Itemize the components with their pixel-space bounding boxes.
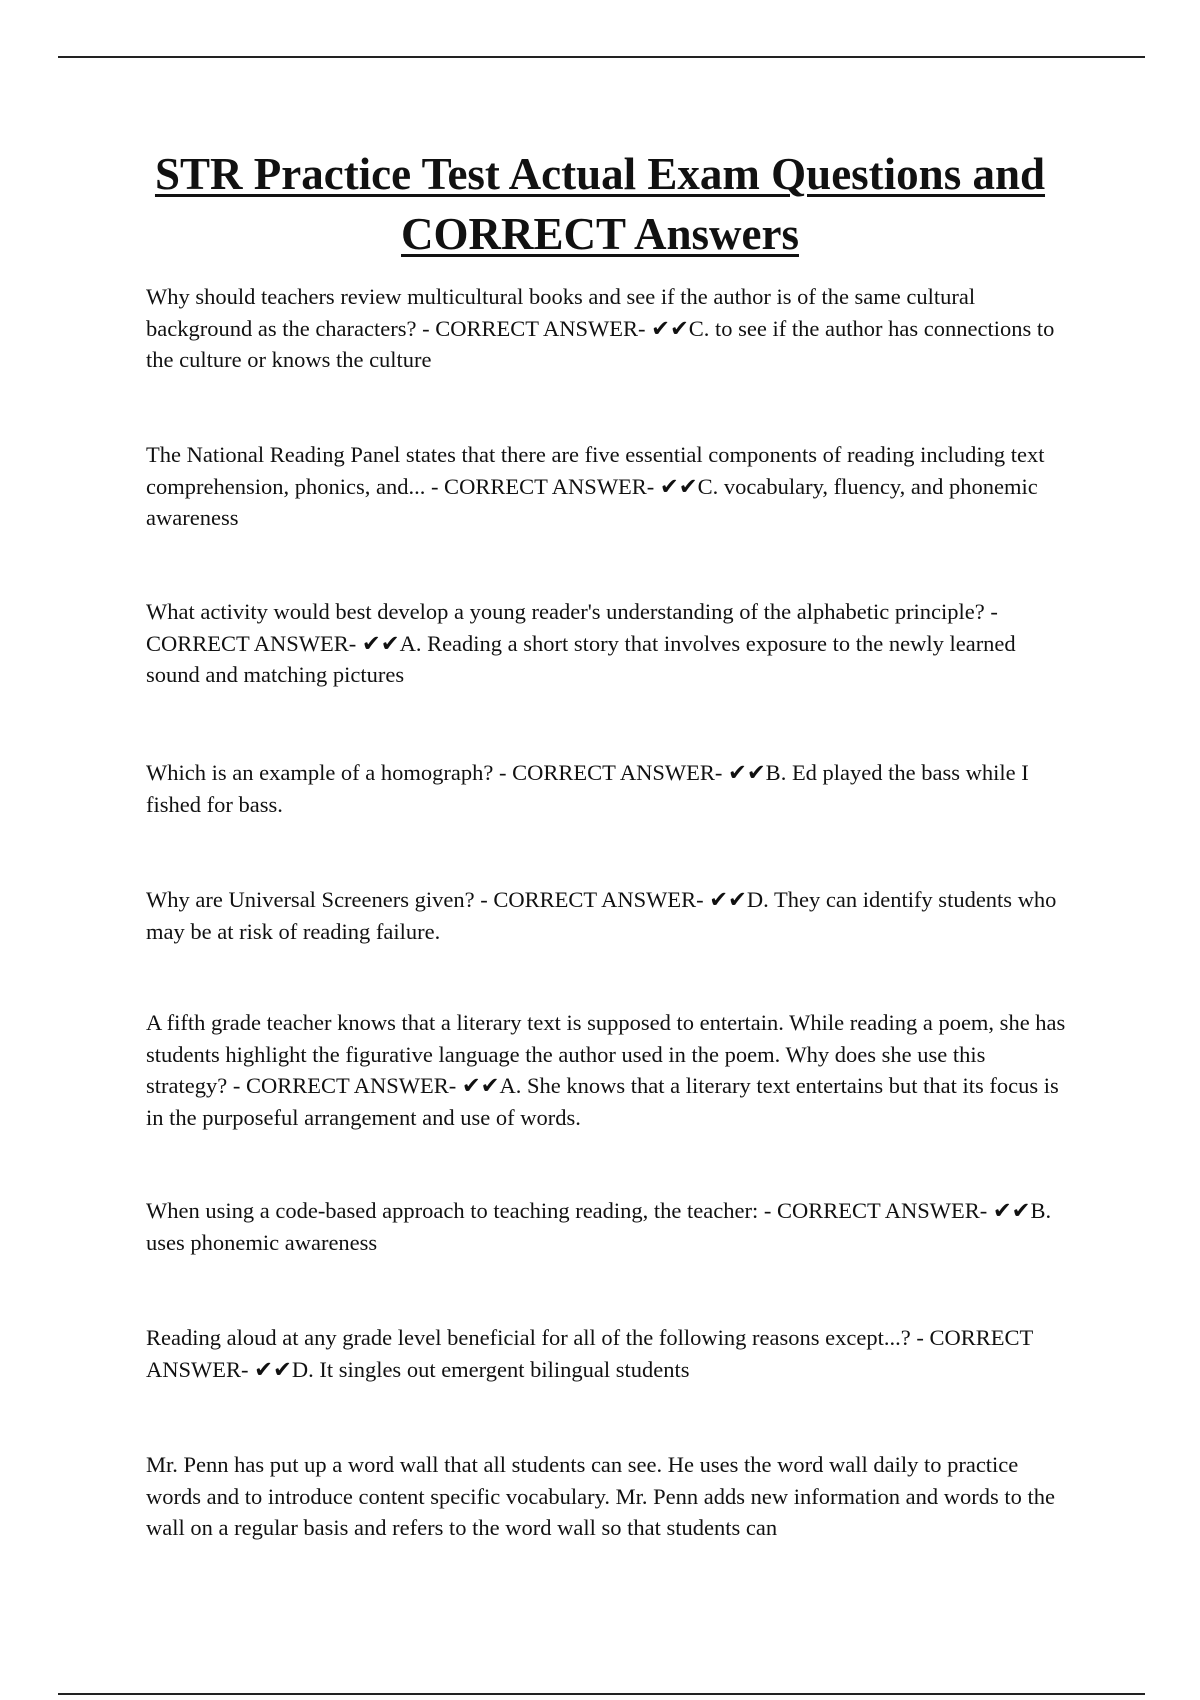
qa-item: Which is an example of a homograph? - CORRECT ANSWER- ✔✔B. Ed played the bass while I fished for bass. <box>146 760 1029 817</box>
qa-item: A fifth grade teacher knows that a literary text is supposed to entertain. While reading a poem, she has students highlight the figurative language the author used in the poem. Why does she use this strategy? - CORRECT ANSWER- ✔✔A. She knows that a literary text entertains but that its focus is in the purposeful arrangement and use of words. <box>146 1010 1066 1130</box>
qa-item: Why should teachers review multicultural books and see if the author is of the same cultural background as the characters? - CORRECT ANSWER- ✔✔C. to see if the author has connections to the culture or knows the culture <box>146 284 1055 372</box>
qa-item: Why are Universal Screeners given? - CORRECT ANSWER- ✔✔D. They can identify students who may be at risk of reading failure. <box>146 887 1057 944</box>
qa-item: Mr. Penn has put up a word wall that all students can see. He uses the word wall daily to practice words and to introduce content specific vocabulary. Mr. Penn adds new information and words to the wall on a regular basis and refers to the word wall so that students can <box>146 1452 1055 1540</box>
qa-item: Reading aloud at any grade level beneficial for all of the following reasons except...? - CORRECT ANSWER- ✔✔D. It singles out emergent bilingual students <box>146 1325 1033 1382</box>
document-title: STR Practice Test Actual Exam Questions and CORRECT Answers <box>154 149 1046 259</box>
qa-item: When using a code-based approach to teaching reading, the teacher: - CORRECT ANSWER- ✔✔B. uses phonemic awareness <box>146 1198 1052 1255</box>
top-rule <box>58 56 1145 58</box>
qa-item: The National Reading Panel states that there are five essential components of reading including text comprehension, phonics, and... - CORRECT ANSWER- ✔✔C. vocabulary, fluency, and phonemic awareness <box>146 442 1045 530</box>
qa-item: What activity would best develop a young reader's understanding of the alphabetic principle? - CORRECT ANSWER- ✔✔A. Reading a short story that involves exposure to the newly learned sound and matching pictures <box>146 599 1016 687</box>
bottom-rule <box>58 1693 1145 1695</box>
